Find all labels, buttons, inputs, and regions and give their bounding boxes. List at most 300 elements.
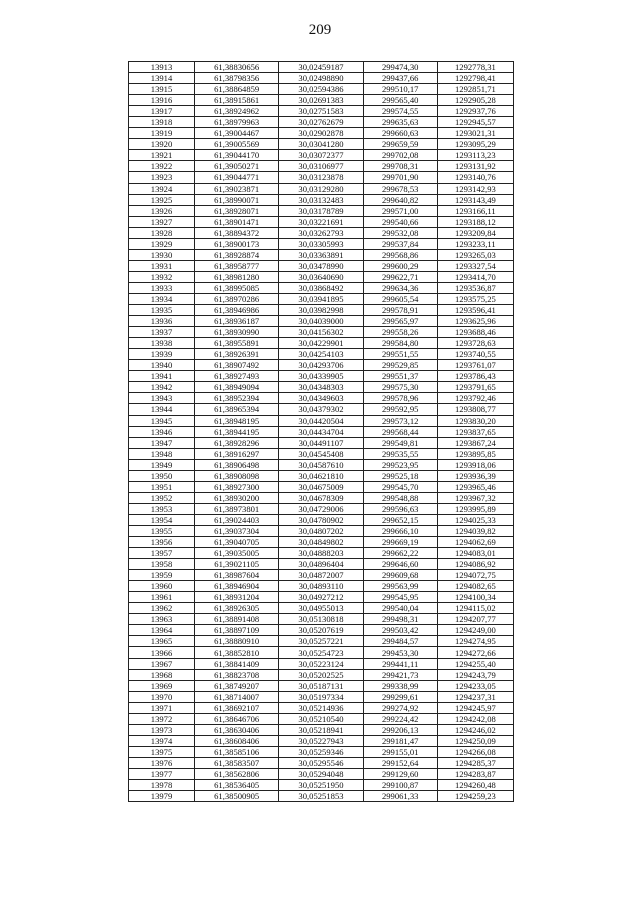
longitude-cell: 30,03363891 <box>279 249 363 260</box>
point-number-cell: 13936 <box>129 316 195 327</box>
latitude-cell: 61,38927493 <box>195 371 279 382</box>
longitude-cell: 30,03123878 <box>279 172 363 183</box>
y-coordinate-cell: 1293995,89 <box>437 503 513 514</box>
latitude-cell: 61,39040705 <box>195 537 279 548</box>
latitude-cell: 61,39050271 <box>195 161 279 172</box>
x-coordinate-cell: 299484,57 <box>363 636 437 647</box>
longitude-cell: 30,05254723 <box>279 647 363 658</box>
latitude-cell: 61,38864859 <box>195 84 279 95</box>
point-number-cell: 13934 <box>129 293 195 304</box>
point-number-cell: 13978 <box>129 780 195 791</box>
latitude-cell: 61,38630406 <box>195 724 279 735</box>
x-coordinate-cell: 299510,17 <box>363 84 437 95</box>
table-row <box>129 603 514 614</box>
point-number-cell: 13954 <box>129 514 195 525</box>
table-row <box>129 481 514 492</box>
table-row <box>129 746 514 757</box>
longitude-cell: 30,03072377 <box>279 150 363 161</box>
point-number-cell: 13950 <box>129 470 195 481</box>
y-coordinate-cell: 1294025,33 <box>437 514 513 525</box>
x-coordinate-cell: 299574,55 <box>363 106 437 117</box>
x-coordinate-cell: 299535,55 <box>363 448 437 459</box>
latitude-cell: 61,39023871 <box>195 183 279 194</box>
x-coordinate-cell: 299662,22 <box>363 548 437 559</box>
latitude-cell: 61,38906498 <box>195 459 279 470</box>
table-row <box>129 360 514 371</box>
point-number-cell: 13915 <box>129 84 195 95</box>
latitude-cell: 61,38973801 <box>195 503 279 514</box>
latitude-cell: 61,38930200 <box>195 492 279 503</box>
table-row <box>129 260 514 271</box>
longitude-cell: 30,05295546 <box>279 757 363 768</box>
latitude-cell: 61,38981280 <box>195 271 279 282</box>
y-coordinate-cell: 1292937,76 <box>437 106 513 117</box>
point-number-cell: 13946 <box>129 426 195 437</box>
table-row <box>129 393 514 404</box>
y-coordinate-cell: 1294233,05 <box>437 680 513 691</box>
longitude-cell: 30,05130818 <box>279 614 363 625</box>
x-coordinate-cell: 299592,95 <box>363 404 437 415</box>
longitude-cell: 30,05214936 <box>279 702 363 713</box>
point-number-cell: 13965 <box>129 636 195 647</box>
longitude-cell: 30,05251853 <box>279 791 363 802</box>
y-coordinate-cell: 1294237,31 <box>437 691 513 702</box>
x-coordinate-cell: 299540,66 <box>363 216 437 227</box>
x-coordinate-cell: 299421,73 <box>363 669 437 680</box>
x-coordinate-cell: 299155,01 <box>363 746 437 757</box>
x-coordinate-cell: 299634,36 <box>363 282 437 293</box>
table-row <box>129 691 514 702</box>
longitude-cell: 30,04896404 <box>279 559 363 570</box>
point-number-cell: 13918 <box>129 117 195 128</box>
y-coordinate-cell: 1294086,92 <box>437 559 513 570</box>
table-row <box>129 581 514 592</box>
latitude-cell: 61,38536405 <box>195 780 279 791</box>
longitude-cell: 30,03129280 <box>279 183 363 194</box>
x-coordinate-cell: 299551,37 <box>363 371 437 382</box>
latitude-cell: 61,39024403 <box>195 514 279 525</box>
longitude-cell: 30,03132483 <box>279 194 363 205</box>
longitude-cell: 30,04349603 <box>279 393 363 404</box>
point-number-cell: 13976 <box>129 757 195 768</box>
table-row <box>129 404 514 415</box>
latitude-cell: 61,38841409 <box>195 658 279 669</box>
y-coordinate-cell: 1293414,70 <box>437 271 513 282</box>
y-coordinate-cell: 1294243,79 <box>437 669 513 680</box>
x-coordinate-cell: 299640,82 <box>363 194 437 205</box>
table-row <box>129 216 514 227</box>
point-number-cell: 13925 <box>129 194 195 205</box>
longitude-cell: 30,05187131 <box>279 680 363 691</box>
table-row <box>129 106 514 117</box>
y-coordinate-cell: 1293021,31 <box>437 128 513 139</box>
y-coordinate-cell: 1294272,66 <box>437 647 513 658</box>
table-row <box>129 150 514 161</box>
longitude-cell: 30,03982998 <box>279 305 363 316</box>
table-row <box>129 570 514 581</box>
table-row <box>129 338 514 349</box>
x-coordinate-cell: 299563,99 <box>363 581 437 592</box>
longitude-cell: 30,03106977 <box>279 161 363 172</box>
x-coordinate-cell: 299529,85 <box>363 360 437 371</box>
longitude-cell: 30,04156302 <box>279 327 363 338</box>
latitude-cell: 61,38987604 <box>195 570 279 581</box>
latitude-cell: 61,38714007 <box>195 691 279 702</box>
point-number-cell: 13948 <box>129 448 195 459</box>
latitude-cell: 61,38990071 <box>195 194 279 205</box>
x-coordinate-cell: 299678,53 <box>363 183 437 194</box>
y-coordinate-cell: 1293113,23 <box>437 150 513 161</box>
latitude-cell: 61,38926391 <box>195 349 279 360</box>
point-number-cell: 13942 <box>129 382 195 393</box>
y-coordinate-cell: 1294246,02 <box>437 724 513 735</box>
latitude-cell: 61,38608406 <box>195 735 279 746</box>
y-coordinate-cell: 1294250,09 <box>437 735 513 746</box>
latitude-cell: 61,38946986 <box>195 305 279 316</box>
longitude-cell: 30,04678309 <box>279 492 363 503</box>
x-coordinate-cell: 299701,90 <box>363 172 437 183</box>
table-row <box>129 548 514 559</box>
longitude-cell: 30,04893110 <box>279 581 363 592</box>
x-coordinate-cell: 299537,84 <box>363 238 437 249</box>
y-coordinate-cell: 1293918,06 <box>437 459 513 470</box>
x-coordinate-cell: 299551,55 <box>363 349 437 360</box>
x-coordinate-cell: 299659,59 <box>363 139 437 150</box>
y-coordinate-cell: 1294274,95 <box>437 636 513 647</box>
x-coordinate-cell: 299181,47 <box>363 735 437 746</box>
y-coordinate-cell: 1293209,84 <box>437 227 513 238</box>
point-number-cell: 13923 <box>129 172 195 183</box>
latitude-cell: 61,38907492 <box>195 360 279 371</box>
longitude-cell: 30,05257221 <box>279 636 363 647</box>
table-row <box>129 305 514 316</box>
x-coordinate-cell: 299129,60 <box>363 769 437 780</box>
point-number-cell: 13960 <box>129 581 195 592</box>
point-number-cell: 13926 <box>129 205 195 216</box>
table-row <box>129 702 514 713</box>
table-row <box>129 514 514 525</box>
x-coordinate-cell: 299565,97 <box>363 316 437 327</box>
latitude-cell: 61,38952394 <box>195 393 279 404</box>
x-coordinate-cell: 299708,31 <box>363 161 437 172</box>
point-number-cell: 13928 <box>129 227 195 238</box>
y-coordinate-cell: 1293095,29 <box>437 139 513 150</box>
longitude-cell: 30,03262793 <box>279 227 363 238</box>
table-row <box>129 680 514 691</box>
y-coordinate-cell: 1293965,46 <box>437 481 513 492</box>
longitude-cell: 30,02762679 <box>279 117 363 128</box>
table-row <box>129 371 514 382</box>
latitude-cell: 61,38852810 <box>195 647 279 658</box>
latitude-cell: 61,38823708 <box>195 669 279 680</box>
table-row <box>129 636 514 647</box>
table-row <box>129 791 514 802</box>
y-coordinate-cell: 1292851,71 <box>437 84 513 95</box>
table-row <box>129 293 514 304</box>
y-coordinate-cell: 1293740,55 <box>437 349 513 360</box>
x-coordinate-cell: 299666,10 <box>363 525 437 536</box>
latitude-cell: 61,38949094 <box>195 382 279 393</box>
x-coordinate-cell: 299565,40 <box>363 95 437 106</box>
x-coordinate-cell: 299224,42 <box>363 713 437 724</box>
point-number-cell: 13979 <box>129 791 195 802</box>
y-coordinate-cell: 1292905,28 <box>437 95 513 106</box>
table-row <box>129 769 514 780</box>
latitude-cell: 61,38562806 <box>195 769 279 780</box>
x-coordinate-cell: 299338,99 <box>363 680 437 691</box>
point-number-cell: 13938 <box>129 338 195 349</box>
x-coordinate-cell: 299532,08 <box>363 227 437 238</box>
y-coordinate-cell: 1294283,87 <box>437 769 513 780</box>
y-coordinate-cell: 1293575,25 <box>437 293 513 304</box>
table-row <box>129 161 514 172</box>
longitude-cell: 30,02459187 <box>279 62 363 73</box>
y-coordinate-cell: 1294259,23 <box>437 791 513 802</box>
y-coordinate-cell: 1293166,11 <box>437 205 513 216</box>
longitude-cell: 30,05223124 <box>279 658 363 669</box>
table-row <box>129 537 514 548</box>
coordinates-table <box>128 61 514 802</box>
longitude-cell: 30,04348303 <box>279 382 363 393</box>
y-coordinate-cell: 1294266,08 <box>437 746 513 757</box>
latitude-cell: 61,38924962 <box>195 106 279 117</box>
point-number-cell: 13967 <box>129 658 195 669</box>
longitude-cell: 30,04229901 <box>279 338 363 349</box>
y-coordinate-cell: 1293895,85 <box>437 448 513 459</box>
latitude-cell: 61,38944195 <box>195 426 279 437</box>
table-row <box>129 73 514 84</box>
point-number-cell: 13914 <box>129 73 195 84</box>
point-number-cell: 13927 <box>129 216 195 227</box>
x-coordinate-cell: 299441,11 <box>363 658 437 669</box>
longitude-cell: 30,03221691 <box>279 216 363 227</box>
x-coordinate-cell: 299573,12 <box>363 415 437 426</box>
point-number-cell: 13921 <box>129 150 195 161</box>
longitude-cell: 30,04339905 <box>279 371 363 382</box>
point-number-cell: 13971 <box>129 702 195 713</box>
latitude-cell: 61,38946904 <box>195 581 279 592</box>
longitude-cell: 30,05210540 <box>279 713 363 724</box>
point-number-cell: 13939 <box>129 349 195 360</box>
latitude-cell: 61,38928071 <box>195 205 279 216</box>
point-number-cell: 13944 <box>129 404 195 415</box>
y-coordinate-cell: 1294285,37 <box>437 757 513 768</box>
longitude-cell: 30,04039000 <box>279 316 363 327</box>
table-row <box>129 282 514 293</box>
latitude-cell: 61,38928296 <box>195 437 279 448</box>
latitude-cell: 61,38979963 <box>195 117 279 128</box>
x-coordinate-cell: 299548,88 <box>363 492 437 503</box>
x-coordinate-cell: 299558,26 <box>363 327 437 338</box>
point-number-cell: 13947 <box>129 437 195 448</box>
point-number-cell: 13943 <box>129 393 195 404</box>
y-coordinate-cell: 1293967,32 <box>437 492 513 503</box>
table-row <box>129 647 514 658</box>
longitude-cell: 30,04434704 <box>279 426 363 437</box>
x-coordinate-cell: 299600,29 <box>363 260 437 271</box>
table-row <box>129 117 514 128</box>
latitude-cell: 61,38880910 <box>195 636 279 647</box>
point-number-cell: 13962 <box>129 603 195 614</box>
point-number-cell: 13957 <box>129 548 195 559</box>
table-row <box>129 713 514 724</box>
latitude-cell: 61,38916297 <box>195 448 279 459</box>
page-number: 209 <box>308 22 332 38</box>
longitude-cell: 30,02498890 <box>279 73 363 84</box>
point-number-cell: 13968 <box>129 669 195 680</box>
y-coordinate-cell: 1293936,39 <box>437 470 513 481</box>
longitude-cell: 30,04545408 <box>279 448 363 459</box>
table-row <box>129 669 514 680</box>
y-coordinate-cell: 1293140,76 <box>437 172 513 183</box>
latitude-cell: 61,39021105 <box>195 559 279 570</box>
table-row <box>129 194 514 205</box>
table-row <box>129 492 514 503</box>
table-row <box>129 724 514 735</box>
x-coordinate-cell: 299669,19 <box>363 537 437 548</box>
longitude-cell: 30,05259346 <box>279 746 363 757</box>
latitude-cell: 61,38926305 <box>195 603 279 614</box>
y-coordinate-cell: 1294072,75 <box>437 570 513 581</box>
longitude-cell: 30,03041280 <box>279 139 363 150</box>
latitude-cell: 61,38927300 <box>195 481 279 492</box>
y-coordinate-cell: 1293265,03 <box>437 249 513 260</box>
latitude-cell: 61,39035005 <box>195 548 279 559</box>
table-row <box>129 503 514 514</box>
table-row <box>129 426 514 437</box>
point-number-cell: 13964 <box>129 625 195 636</box>
longitude-cell: 30,05251950 <box>279 780 363 791</box>
y-coordinate-cell: 1293786,43 <box>437 371 513 382</box>
x-coordinate-cell: 299584,80 <box>363 338 437 349</box>
point-number-cell: 13959 <box>129 570 195 581</box>
longitude-cell: 30,04780902 <box>279 514 363 525</box>
point-number-cell: 13913 <box>129 62 195 73</box>
point-number-cell: 13953 <box>129 503 195 514</box>
longitude-cell: 30,04254103 <box>279 349 363 360</box>
latitude-cell: 61,38646706 <box>195 713 279 724</box>
longitude-cell: 30,04293706 <box>279 360 363 371</box>
y-coordinate-cell: 1294039,82 <box>437 525 513 536</box>
latitude-cell: 61,38915861 <box>195 95 279 106</box>
table-row <box>129 437 514 448</box>
table-row <box>129 780 514 791</box>
longitude-cell: 30,04927212 <box>279 592 363 603</box>
x-coordinate-cell: 299437,66 <box>363 73 437 84</box>
table-row <box>129 205 514 216</box>
x-coordinate-cell: 299061,33 <box>363 791 437 802</box>
y-coordinate-cell: 1294242,08 <box>437 713 513 724</box>
x-coordinate-cell: 299503,42 <box>363 625 437 636</box>
x-coordinate-cell: 299206,13 <box>363 724 437 735</box>
table-row <box>129 448 514 459</box>
table-row <box>129 757 514 768</box>
y-coordinate-cell: 1294245,97 <box>437 702 513 713</box>
x-coordinate-cell: 299702,08 <box>363 150 437 161</box>
longitude-cell: 30,03941895 <box>279 293 363 304</box>
point-number-cell: 13958 <box>129 559 195 570</box>
latitude-cell: 61,38970286 <box>195 293 279 304</box>
longitude-cell: 30,02902878 <box>279 128 363 139</box>
x-coordinate-cell: 299474,30 <box>363 62 437 73</box>
longitude-cell: 30,04621810 <box>279 470 363 481</box>
point-number-cell: 13917 <box>129 106 195 117</box>
x-coordinate-cell: 299578,91 <box>363 305 437 316</box>
point-number-cell: 13951 <box>129 481 195 492</box>
table-row <box>129 349 514 360</box>
x-coordinate-cell: 299605,54 <box>363 293 437 304</box>
x-coordinate-cell: 299299,61 <box>363 691 437 702</box>
latitude-cell: 61,38955891 <box>195 338 279 349</box>
y-coordinate-cell: 1294082,65 <box>437 581 513 592</box>
point-number-cell: 13922 <box>129 161 195 172</box>
y-coordinate-cell: 1293596,41 <box>437 305 513 316</box>
latitude-cell: 61,38900173 <box>195 238 279 249</box>
x-coordinate-cell: 299635,63 <box>363 117 437 128</box>
point-number-cell: 13955 <box>129 525 195 536</box>
table-row <box>129 271 514 282</box>
point-number-cell: 13924 <box>129 183 195 194</box>
latitude-cell: 61,38995085 <box>195 282 279 293</box>
y-coordinate-cell: 1293327,54 <box>437 260 513 271</box>
latitude-cell: 61,38958777 <box>195 260 279 271</box>
table-row <box>129 172 514 183</box>
y-coordinate-cell: 1294207,77 <box>437 614 513 625</box>
longitude-cell: 30,05294048 <box>279 769 363 780</box>
table-row <box>129 625 514 636</box>
latitude-cell: 61,39005569 <box>195 139 279 150</box>
table-row <box>129 382 514 393</box>
longitude-cell: 30,03640690 <box>279 271 363 282</box>
latitude-cell: 61,39037304 <box>195 525 279 536</box>
longitude-cell: 30,05202525 <box>279 669 363 680</box>
latitude-cell: 61,38894372 <box>195 227 279 238</box>
point-number-cell: 13919 <box>129 128 195 139</box>
point-number-cell: 13916 <box>129 95 195 106</box>
longitude-cell: 30,04675009 <box>279 481 363 492</box>
point-number-cell: 13975 <box>129 746 195 757</box>
y-coordinate-cell: 1293625,96 <box>437 316 513 327</box>
longitude-cell: 30,04888203 <box>279 548 363 559</box>
y-coordinate-cell: 1294115,02 <box>437 603 513 614</box>
point-number-cell: 13930 <box>129 249 195 260</box>
x-coordinate-cell: 299578,96 <box>363 393 437 404</box>
x-coordinate-cell: 299646,60 <box>363 559 437 570</box>
table-row <box>129 84 514 95</box>
point-number-cell: 13970 <box>129 691 195 702</box>
x-coordinate-cell: 299274,92 <box>363 702 437 713</box>
longitude-cell: 30,04955013 <box>279 603 363 614</box>
latitude-cell: 61,38798356 <box>195 73 279 84</box>
point-number-cell: 13969 <box>129 680 195 691</box>
y-coordinate-cell: 1293233,11 <box>437 238 513 249</box>
table-row <box>129 227 514 238</box>
x-coordinate-cell: 299498,31 <box>363 614 437 625</box>
table-row <box>129 470 514 481</box>
y-coordinate-cell: 1294255,40 <box>437 658 513 669</box>
y-coordinate-cell: 1294100,34 <box>437 592 513 603</box>
latitude-cell: 61,38908098 <box>195 470 279 481</box>
point-number-cell: 13949 <box>129 459 195 470</box>
point-number-cell: 13977 <box>129 769 195 780</box>
y-coordinate-cell: 1293867,24 <box>437 437 513 448</box>
point-number-cell: 13941 <box>129 371 195 382</box>
latitude-cell: 61,38692107 <box>195 702 279 713</box>
x-coordinate-cell: 299540,04 <box>363 603 437 614</box>
table-row <box>129 592 514 603</box>
x-coordinate-cell: 299609,68 <box>363 570 437 581</box>
longitude-cell: 30,04491107 <box>279 437 363 448</box>
